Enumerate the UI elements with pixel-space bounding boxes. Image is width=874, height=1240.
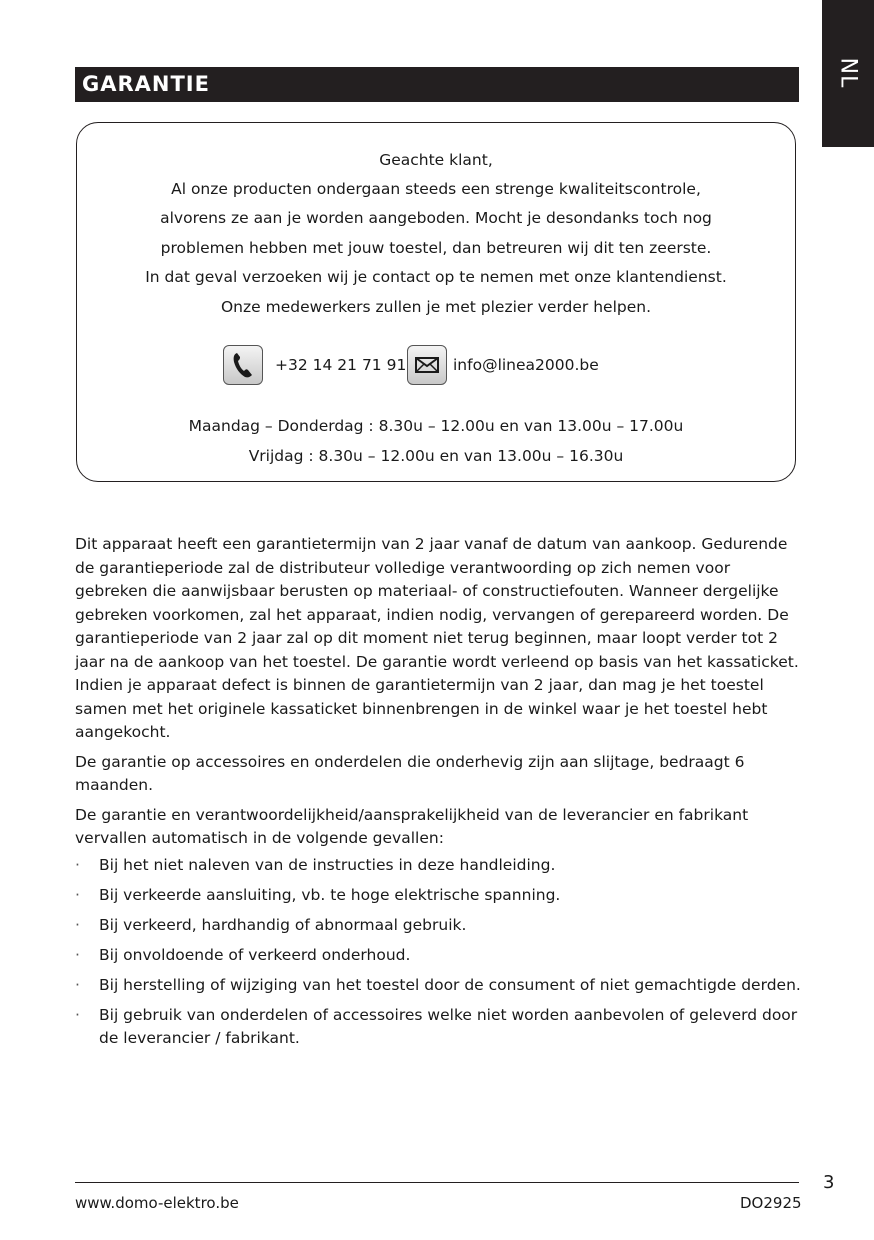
envelope-icon	[407, 345, 447, 385]
opening-hours-weekdays: Maandag – Donderdag : 8.30u – 12.00u en van 13.00u – 17.00u	[188, 417, 684, 435]
intro-line: In dat geval verzoeken wij je contact op te nemen met onze klantendienst.	[145, 268, 727, 286]
phone-number[interactable]: +32 14 21 71 91	[275, 356, 407, 374]
language-tab	[822, 0, 874, 147]
phone-icon	[223, 345, 263, 385]
contact-row	[77, 345, 795, 389]
bullet-marker: ·	[75, 885, 80, 904]
accessories-paragraph: De garantie op accessoires en onderdelen die onderhevig zijn aan slijtage, bedraagt 6 maanden.	[75, 752, 745, 794]
bullet-marker: ·	[75, 1005, 80, 1024]
intro-line: Al onze producten ondergaan steeds een strenge kwaliteitscontrole,	[171, 180, 701, 198]
opening-hours-friday: Vrijdag : 8.30u – 12.00u en van 13.00u – 16.30u	[248, 447, 624, 465]
greeting: Geachte klant,	[379, 151, 493, 169]
footer-model-number: DO2925	[740, 1194, 802, 1212]
bullet-marker: ·	[75, 915, 80, 934]
intro-line: problemen hebben met jouw toestel, dan betreuren wij dit ten zeerste.	[160, 239, 712, 257]
warranty-text	[75, 533, 805, 1057]
list-item: · Bij verkeerd, hardhandig of abnormaal gebruik.	[75, 914, 805, 938]
list-item: · Bij onvoldoende of verkeerd onderhoud.	[75, 944, 805, 968]
language-code: NL	[835, 57, 861, 89]
page-number: 3	[823, 1172, 835, 1193]
contact-box	[76, 122, 796, 482]
intro-line: alvorens ze aan je worden aangeboden. Mocht je desondanks toch nog	[160, 209, 712, 227]
list-item: · Bij gebruik van onderdelen of accessoires welke niet worden aanbevolen of geleverd door de leverancier / fabrikant.	[75, 1005, 798, 1047]
bullet-marker: ·	[75, 945, 80, 964]
list-item: · Bij herstelling of wijziging van het toestel door de consument of niet gemachtigde derden.	[75, 974, 805, 998]
footer-divider	[75, 1182, 799, 1183]
section-title-bar	[75, 67, 799, 102]
warranty-paragraph: Dit apparaat heeft een garantietermijn van 2 jaar vanaf de datum van aankoop. Gedurende de garantieperiode zal de distributeur volledige verantwoording op zich nemen voor gebreken die aanwijsbaar berusten op materiaal- of constructiefouten. Wanneer dergelijke gebreken voorkomen, zal het apparaat, indien nodig, vervangen of gerepareerd worden. De garantieperiode van 2 jaar zal op dit moment niet terug beginnen, maar loopt verder tot 2 jaar na de aankoop van het toestel. De garantie wordt verleend op basis van het kassaticket. Indien je apparaat defect is binnen de garantietermijn van 2 jaar, dan mag je het toestel samen met het originele kassaticket binnenbrengen in de winkel waar je het toestel hebt aangekocht.	[75, 535, 799, 741]
exclusions-intro: De garantie en verantwoordelijkheid/aansprakelijkheid van de leverancier en fabrikant vervallen automatisch in de volgende gevallen:	[75, 805, 749, 847]
email-link[interactable]: info@linea2000.be	[453, 356, 599, 374]
bullet-marker: ·	[75, 975, 80, 994]
bullet-marker: ·	[75, 855, 80, 874]
section-title: GARANTIE	[82, 72, 210, 96]
exclusions-list	[75, 854, 805, 1051]
list-item: · Bij het niet naleven van de instructies in deze handleiding.	[75, 854, 805, 878]
list-item: · Bij verkeerde aansluiting, vb. te hoge elektrische spanning.	[75, 884, 805, 908]
intro-line: Onze medewerkers zullen je met plezier verder helpen.	[220, 298, 652, 316]
footer-website[interactable]: www.domo-elektro.be	[75, 1194, 239, 1212]
